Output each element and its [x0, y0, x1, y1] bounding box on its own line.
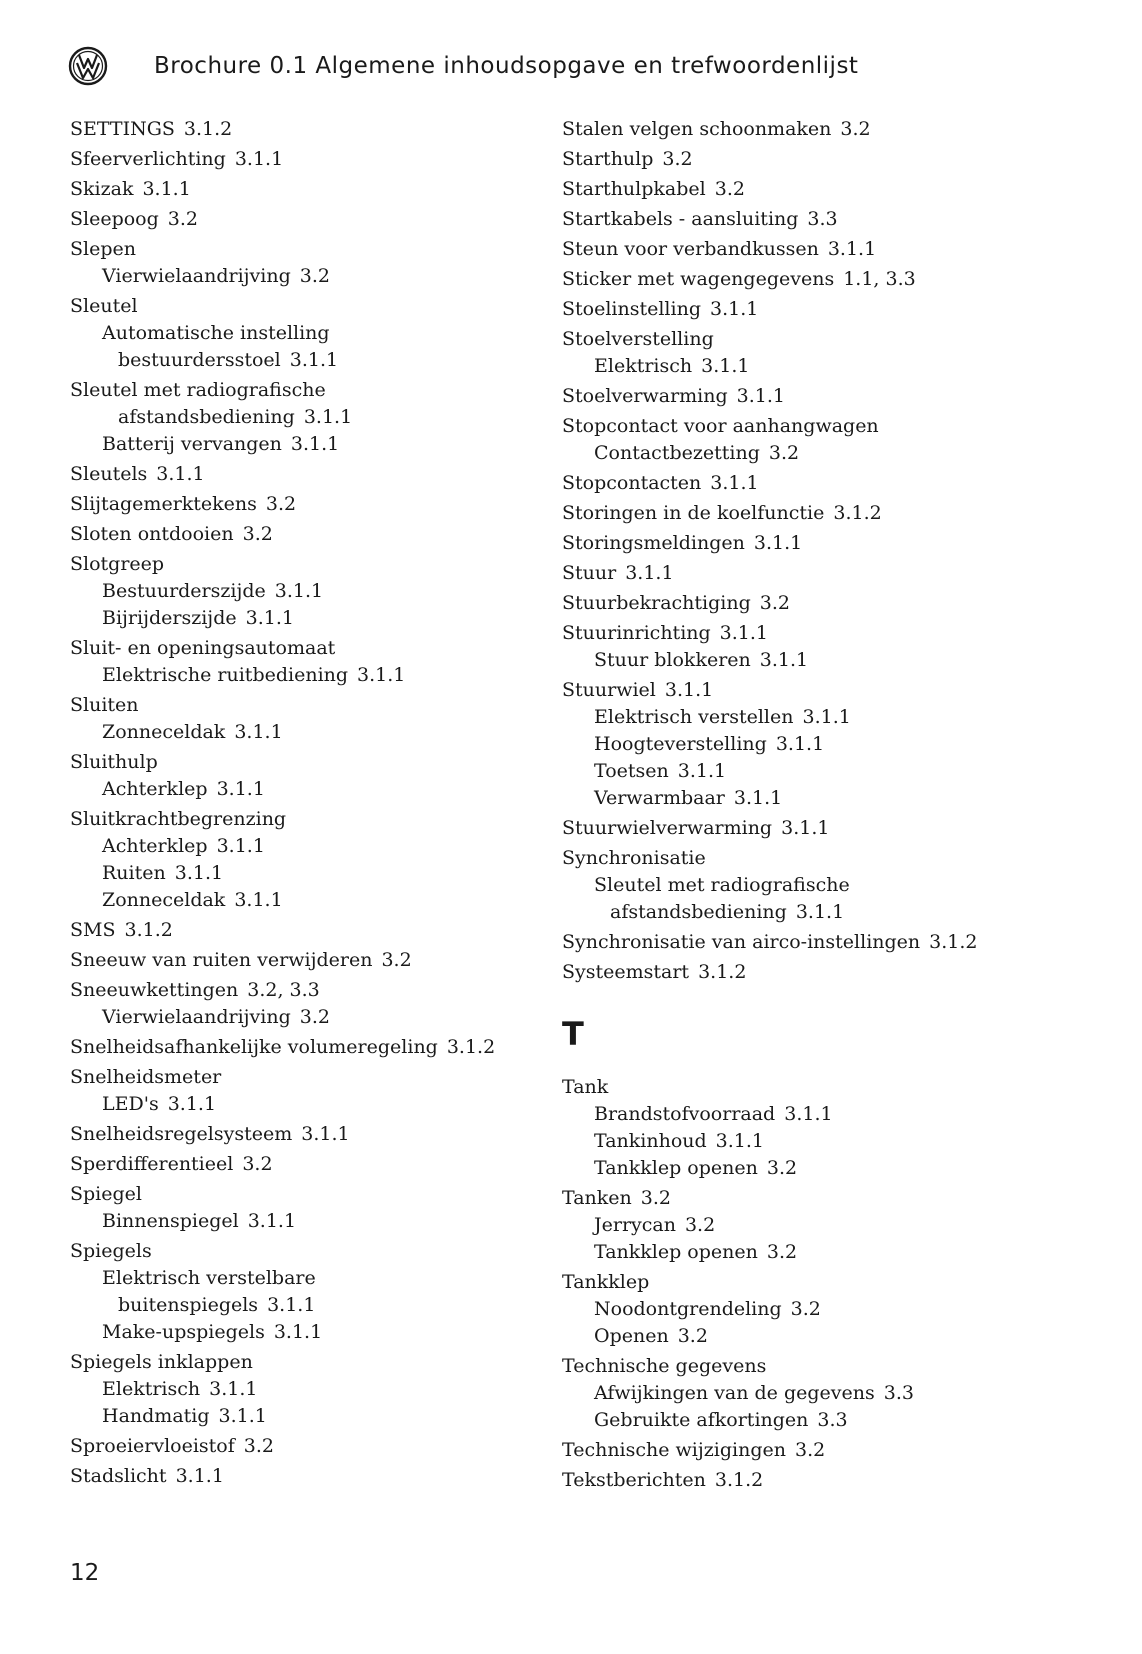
index-term: SETTINGS: [70, 118, 175, 140]
index-term: Vierwielaandrijving: [102, 265, 291, 287]
index-term: Achterklep: [102, 778, 208, 800]
index-page-ref: 3.1.1: [715, 1130, 765, 1152]
index-column-left: [70, 113, 560, 1490]
index-term: Spiegel: [70, 1183, 142, 1205]
index-subentry: [562, 1407, 1032, 1434]
index-entry: [70, 1064, 560, 1091]
index-entry: [70, 521, 560, 548]
index-page-ref: 3.2: [242, 523, 273, 545]
index-entry: [562, 1185, 1032, 1212]
index-term: Elektrisch: [594, 355, 693, 377]
index-page-ref: 3.1.1: [701, 355, 750, 377]
index-subentry: [70, 1265, 560, 1292]
index-entry: [562, 383, 1032, 410]
index-term: Sneeuwkettingen: [70, 979, 239, 1001]
index-page-ref: 3.2: [167, 208, 199, 230]
index-page-ref: 3.1.1: [736, 385, 785, 407]
index-subentry: [70, 578, 560, 605]
index-term: Ruiten: [102, 862, 166, 884]
index-column-right: [562, 113, 1032, 1494]
index-entry: [562, 1467, 1032, 1494]
index-page-ref: 3.1.2: [124, 919, 173, 941]
index-entry: [562, 560, 1032, 587]
page-header: [68, 44, 858, 88]
index-term: Elektrische ruitbediening: [102, 664, 349, 686]
index-entry: [70, 491, 560, 518]
index-entry: [562, 146, 1032, 173]
index-term: Stuurinrichting: [562, 622, 711, 644]
index-term: Stuurwielverwarming: [562, 817, 773, 839]
index-entry: [70, 551, 560, 578]
index-subentry: [70, 1208, 560, 1235]
index-entry: [562, 176, 1032, 203]
index-term: Afwijkingen van de gegevens: [594, 1382, 875, 1404]
index-entry: [70, 146, 560, 173]
index-term: Sleutel met radiografische: [70, 379, 326, 401]
index-page-ref: 3.1.1: [303, 406, 353, 428]
index-subentry: [70, 1403, 560, 1430]
index-page-ref: 3.2: [766, 1241, 798, 1263]
index-subentry: [562, 1101, 1032, 1128]
index-entry: [562, 590, 1032, 617]
index-page-ref: 3.1.1: [710, 472, 759, 494]
index-term: Sticker met wagengegevens: [562, 268, 835, 290]
index-entry: [70, 461, 560, 488]
index-term: Sluithulp: [70, 751, 158, 773]
index-subentry: [562, 1155, 1032, 1182]
index-term: Gebruikte afkortingen: [594, 1409, 809, 1431]
index-term: Starthulpkabel: [562, 178, 706, 200]
index-term: Tankklep openen: [594, 1241, 758, 1263]
index-entry: [70, 176, 560, 203]
index-term: Toetsen: [594, 760, 669, 782]
index-page-ref: 3.1.1: [775, 733, 825, 755]
index-term: Technische gegevens: [562, 1355, 767, 1377]
index-term: afstandsbediening: [610, 901, 787, 923]
index-term: Sleutel: [70, 295, 138, 317]
index-page-ref: 3.2: [299, 265, 330, 287]
index-page-ref: 3.1.1: [719, 622, 769, 644]
index-page-ref: 3.1.1: [218, 1405, 267, 1427]
index-term: Vierwielaandrijving: [102, 1006, 291, 1028]
index-subentry: [562, 872, 1032, 899]
index-subentry: [562, 1239, 1032, 1266]
index-term: Storingsmeldingen: [562, 532, 745, 554]
index-term: Sperdifferentieel: [70, 1153, 234, 1175]
index-subentry: [70, 833, 560, 860]
index-page-ref: 3.2: [662, 148, 693, 170]
index-entry: [70, 947, 560, 974]
index-page-ref: 3.2: [640, 1187, 671, 1209]
index-page-ref: 3.2: [243, 1435, 274, 1457]
index-page-ref: 3.1.1: [216, 778, 265, 800]
index-term: Binnenspiegel: [102, 1210, 239, 1232]
index-subentry: [70, 1319, 560, 1346]
index-term: Batterij vervangen: [102, 433, 282, 455]
index-term: Tekstberichten: [562, 1469, 706, 1491]
index-entry: [562, 530, 1032, 557]
index-term: Synchronisatie van airco-instellingen: [562, 931, 921, 953]
index-entry: [562, 929, 1032, 956]
index-page-ref: 3.1.1: [175, 1465, 224, 1487]
index-subentry: [70, 1292, 560, 1319]
index-term: Steun voor verbandkussen: [562, 238, 819, 260]
index-term: Verwarmbaar: [594, 787, 725, 809]
index-entry: [562, 326, 1032, 353]
index-page-ref: 3.1.1: [234, 889, 283, 911]
index-subentry: [562, 785, 1032, 812]
index-page-ref: 3.2: [794, 1439, 826, 1461]
index-term: Brandstofvoorraad: [594, 1103, 776, 1125]
index-entry: [562, 677, 1032, 704]
index-term: Noodontgrendeling: [594, 1298, 782, 1320]
index-page-ref: 3.2: [766, 1157, 798, 1179]
index-term: LED's: [102, 1093, 159, 1115]
index-term: Sluitkrachtbegrenzing: [70, 808, 287, 830]
index-term: Sleutels: [70, 463, 148, 485]
index-subentry: [562, 758, 1032, 785]
index-term: afstandsbediening: [118, 406, 295, 428]
index-page-ref: 3.1.1: [167, 1093, 217, 1115]
index-entry: [70, 977, 560, 1004]
index-page-ref: 3.2: [759, 592, 790, 614]
vw-logo-icon: [68, 46, 108, 86]
index-term: Sneeuw van ruiten verwijderen: [70, 949, 373, 971]
index-entry: [562, 500, 1032, 527]
index-term: Stuurbekrachtiging: [562, 592, 751, 614]
index-page-ref: 3.2: [768, 442, 800, 464]
index-page-ref: 3.1.1: [677, 760, 727, 782]
index-term: Make-upspiegels: [102, 1321, 265, 1343]
index-subentry: [562, 440, 1032, 467]
index-entry: [562, 815, 1032, 842]
index-subentry: [562, 1323, 1032, 1350]
index-entry: [70, 917, 560, 944]
index-entry: [70, 1349, 560, 1376]
index-page-ref: 3.1.1: [733, 787, 783, 809]
index-term: Bestuurderszijde: [102, 580, 266, 602]
index-page-ref: 3.1.1: [357, 664, 406, 686]
index-term: Handmatig: [102, 1405, 210, 1427]
index-page-ref: 3.1.1: [753, 532, 803, 554]
index-term: Technische wijzigingen: [562, 1439, 786, 1461]
index-term: Openen: [594, 1325, 669, 1347]
index-entry: [70, 635, 560, 662]
index-entry: [70, 236, 560, 263]
page-title: Brochure 0.1 Algemene inhoudsopgave en trefwoordenlijst: [154, 53, 859, 79]
index-term: Sleepoog: [70, 208, 159, 230]
index-term: Tankinhoud: [594, 1130, 707, 1152]
index-page-ref: 3.1.1: [289, 349, 339, 371]
index-subentry: [70, 263, 560, 290]
index-subentry: [562, 1128, 1032, 1155]
index-page-ref: 3.1.1: [709, 298, 759, 320]
index-term: Achterklep: [102, 835, 208, 857]
index-term: Snelheidsmeter: [70, 1066, 222, 1088]
index-subentry: [562, 1380, 1032, 1407]
index-right-entries: [562, 116, 1032, 986]
index-term: Sloten ontdooien: [70, 523, 234, 545]
index-term: Sleutel met radiografische: [594, 874, 850, 896]
index-term: Stoelverwarming: [562, 385, 728, 407]
index-term: SMS: [70, 919, 116, 941]
index-page-ref: 3.2: [242, 1153, 273, 1175]
index-entry: [70, 1433, 560, 1460]
index-subentry: [70, 404, 560, 431]
index-term: Elektrisch: [102, 1378, 201, 1400]
index-term: Starthulp: [562, 148, 654, 170]
index-entry: [562, 413, 1032, 440]
index-entry: [562, 845, 1032, 872]
index-page-ref: 3.1.1: [156, 463, 205, 485]
index-term: Hoogteverstelling: [594, 733, 767, 755]
index-page-ref: 3.1.1: [625, 562, 674, 584]
index-page-ref: 3.1.2: [183, 118, 233, 140]
index-entry: [70, 1238, 560, 1265]
index-page-ref: 3.2: [381, 949, 412, 971]
index-page-ref: 3.1.1: [795, 901, 845, 923]
index-page-ref: 3.2: [677, 1325, 708, 1347]
index-page-ref: 3.2: [790, 1298, 821, 1320]
index-page-ref: 3.1.1: [273, 1321, 323, 1343]
index-entry: [562, 620, 1032, 647]
index-term: Stuur blokkeren: [594, 649, 751, 671]
index-term: Slotgreep: [70, 553, 165, 575]
index-entry: [70, 692, 560, 719]
index-page-ref: 3.1.1: [827, 238, 877, 260]
index-subentry: [70, 605, 560, 632]
index-subentry: [70, 1091, 560, 1118]
index-entry: [562, 1437, 1032, 1464]
index-entry: [70, 749, 560, 776]
index-subentry: [70, 431, 560, 458]
index-page-ref: 3.2: [299, 1006, 330, 1028]
index-page-ref: 3.1.1: [245, 607, 294, 629]
index-page-ref: 3.1.1: [781, 817, 830, 839]
index-page-ref: 3.2, 3.3: [247, 979, 320, 1001]
index-term: Spiegels: [70, 1240, 152, 1262]
index-entry: [70, 206, 560, 233]
index-page-ref: 3.1.1: [174, 862, 224, 884]
index-page-ref: 3.1.1: [209, 1378, 258, 1400]
index-page-ref: 3.2: [684, 1214, 716, 1236]
index-entry: [70, 1463, 560, 1490]
index-section-t-entries: [562, 1074, 1032, 1494]
index-page-ref: 3.1.1: [301, 1123, 350, 1145]
index-page-ref: 3.1.1: [664, 679, 714, 701]
index-page-ref: 3.1.1: [234, 148, 284, 170]
index-term: Startkabels - aansluiting: [562, 208, 799, 230]
index-term: Stadslicht: [70, 1465, 167, 1487]
page-number: 12: [70, 1560, 100, 1586]
index-term: Synchronisatie: [562, 847, 706, 869]
index-page-ref: 3.3: [817, 1409, 848, 1431]
index-subentry: [70, 320, 560, 347]
index-subentry: [562, 647, 1032, 674]
index-entry: [562, 1074, 1032, 1101]
index-page-ref: 3.1.2: [446, 1036, 496, 1058]
index-entry: [70, 293, 560, 320]
index-term: Systeemstart: [562, 961, 690, 983]
index-page-ref: 3.1.1: [216, 835, 265, 857]
index-entry: [562, 206, 1032, 233]
index-term: Stoelverstelling: [562, 328, 714, 350]
index-term: Sproeiervloeistof: [70, 1435, 235, 1457]
index-entry: [70, 1181, 560, 1208]
index-term: buitenspiegels: [118, 1294, 259, 1316]
index-page-ref: 3.1.1: [142, 178, 191, 200]
index-entry: [70, 1034, 560, 1061]
index-term: Skizak: [70, 178, 134, 200]
index-entry: [562, 236, 1032, 263]
index-entry: [562, 1353, 1032, 1380]
index-subentry: [562, 1212, 1032, 1239]
index-subentry: [70, 887, 560, 914]
index-term: Slijtagemerktekens: [70, 493, 257, 515]
index-term: Snelheidsafhankelijke volumeregeling: [70, 1036, 438, 1058]
index-entry: [70, 1121, 560, 1148]
index-term: Zonneceldak: [102, 721, 226, 743]
index-entry: [70, 806, 560, 833]
section-letter-t: T: [562, 1015, 584, 1053]
index-term: Stopcontacten: [562, 472, 702, 494]
index-term: Zonneceldak: [102, 889, 226, 911]
index-entry: [70, 1151, 560, 1178]
index-term: Elektrisch verstellen: [594, 706, 794, 728]
index-term: Sluit- en openingsautomaat: [70, 637, 336, 659]
index-page-ref: 1.1, 3.3: [843, 268, 916, 290]
index-term: Spiegels inklappen: [70, 1351, 253, 1373]
index-entry: [562, 1269, 1032, 1296]
index-page-ref: 3.1.1: [290, 433, 340, 455]
index-page-ref: 3.1.2: [714, 1469, 764, 1491]
index-term: Automatische instelling: [102, 322, 330, 344]
index-entry: [562, 266, 1032, 293]
index-term: Tankklep: [562, 1271, 650, 1293]
index-subentry: [562, 704, 1032, 731]
index-term: Sluiten: [70, 694, 139, 716]
index-page-ref: 3.2: [714, 178, 745, 200]
index-term: Stoelinstelling: [562, 298, 701, 320]
index-subentry: [562, 899, 1032, 926]
index-subentry: [70, 860, 560, 887]
index-term: Contactbezetting: [594, 442, 760, 464]
index-term: bestuurdersstoel: [118, 349, 281, 371]
index-subentry: [70, 719, 560, 746]
index-term: Tank: [562, 1076, 609, 1098]
index-term: Tankklep openen: [594, 1157, 758, 1179]
index-subentry: [70, 776, 560, 803]
index-page-ref: 3.1.2: [929, 931, 978, 953]
index-entry: [562, 296, 1032, 323]
index-entry: [70, 377, 560, 404]
index-page-ref: 3.1.2: [833, 502, 882, 524]
index-term: Storingen in de koelfunctie: [562, 502, 825, 524]
index-page-ref: 3.1.1: [247, 1210, 297, 1232]
index-term: Sfeerverlichting: [70, 148, 226, 170]
index-term: Snelheidsregelsysteem: [70, 1123, 293, 1145]
index-term: Stuur: [562, 562, 617, 584]
index-term: Jerrycan: [594, 1214, 676, 1236]
index-term: Elektrisch verstelbare: [102, 1267, 316, 1289]
index-page-ref: 3.1.1: [267, 1294, 316, 1316]
index-subentry: [562, 1296, 1032, 1323]
index-page-ref: 3.2: [840, 118, 871, 140]
index-term: Bijrijderszijde: [102, 607, 237, 629]
index-subentry: [70, 347, 560, 374]
index-subentry: [70, 1376, 560, 1403]
index-entry: [562, 470, 1032, 497]
index-page-ref: 3.1.1: [802, 706, 851, 728]
index-term: Tanken: [562, 1187, 632, 1209]
index-page-ref: 3.1.1: [759, 649, 809, 671]
index-page-ref: 3.3: [807, 208, 838, 230]
index-entry: [70, 116, 560, 143]
index-entry: [562, 116, 1032, 143]
index-subentry: [70, 1004, 560, 1031]
index-page-ref: 3.1.1: [234, 721, 283, 743]
index-subentry: [562, 353, 1032, 380]
index-subentry: [70, 662, 560, 689]
index-page-ref: 3.1.1: [274, 580, 324, 602]
index-term: Stopcontact voor aanhangwagen: [562, 415, 879, 437]
index-term: Stalen velgen schoonmaken: [562, 118, 832, 140]
index-term: Slepen: [70, 238, 136, 260]
index-page-ref: 3.1.2: [698, 961, 747, 983]
index-entry: [562, 959, 1032, 986]
index-page-ref: 3.3: [883, 1382, 914, 1404]
index-subentry: [562, 731, 1032, 758]
index-page-ref: 3.1.1: [784, 1103, 833, 1125]
index-page-ref: 3.2: [265, 493, 297, 515]
index-term: Stuurwiel: [562, 679, 656, 701]
